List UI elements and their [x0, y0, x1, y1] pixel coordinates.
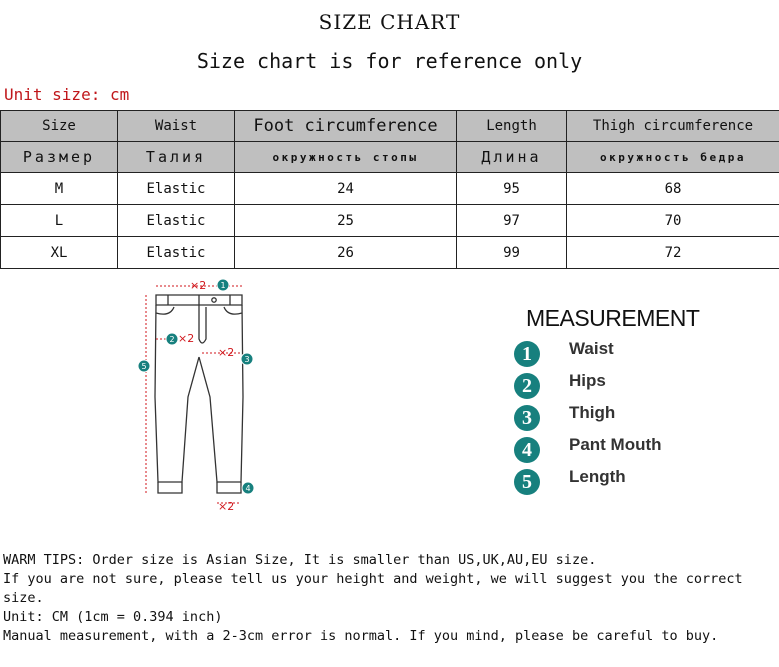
- measurement-item-length: [514, 469, 754, 497]
- measurement-item-waist: [514, 341, 754, 369]
- number-badge: 5: [514, 469, 540, 495]
- measurement-item-pant-mouth: [514, 437, 754, 465]
- badge-4: 4: [245, 484, 251, 493]
- header-thigh-circumference-ru: окружность бедра: [567, 142, 779, 173]
- tip-line: If you are not sure, please tell us your height and weight, we will suggest you the correct size.: [3, 571, 743, 606]
- number-badge: 3: [514, 405, 540, 431]
- cell-size: XL: [1, 237, 118, 269]
- waist-multiplier: ×2: [190, 279, 207, 292]
- measurement-title: MEASUREMENT: [526, 305, 700, 331]
- number-badge: 1: [514, 341, 540, 367]
- header-waist: Waist: [118, 111, 235, 142]
- cell-size: L: [1, 205, 118, 237]
- measurement-label: Length: [569, 467, 626, 486]
- page-title: SIZE CHART: [318, 10, 461, 34]
- tip-line: Unit: CM (1cm = 0.394 inch): [3, 609, 223, 625]
- tip-line: Manual measurement, with a 2-3cm error is normal. If you mind, please be careful to buy.: [3, 628, 719, 644]
- mouth-multiplier: ×2: [218, 500, 235, 513]
- cell-thigh: 70: [567, 205, 779, 237]
- measurement-label: Hips: [569, 371, 606, 390]
- measurement-item-hips: [514, 373, 754, 401]
- cell-size: M: [1, 173, 118, 205]
- pants-diagram: [128, 277, 258, 513]
- number-badge: 4: [514, 437, 540, 463]
- measurement-item-thigh: [514, 405, 754, 433]
- badge-1: 1: [220, 281, 226, 290]
- cell-foot: 24: [235, 173, 457, 205]
- cell-length: 99: [457, 237, 567, 269]
- badge-5: 5: [141, 362, 147, 371]
- cell-waist: Elastic: [118, 237, 235, 269]
- cell-waist: Elastic: [118, 173, 235, 205]
- tip-line: WARM TIPS: Order size is Asian Size, It is smaller than US,UK,AU,EU size.: [3, 552, 597, 568]
- cell-length: 97: [457, 205, 567, 237]
- measurement-label: Waist: [569, 339, 614, 358]
- cell-thigh: 68: [567, 173, 779, 205]
- header-foot-circumference: Foot circumference: [235, 111, 457, 142]
- number-badge: 2: [514, 373, 540, 399]
- warm-tips: [3, 551, 775, 646]
- badge-2: 2: [169, 335, 175, 344]
- unit-note: Unit size: cm: [4, 85, 130, 104]
- header-length-ru: Длина: [457, 142, 567, 173]
- header-length: Length: [457, 111, 567, 142]
- header-foot-circumference-ru: окружность стопы: [235, 142, 457, 173]
- measurement-label: Pant Mouth: [569, 435, 662, 454]
- header-size-ru: Размер: [1, 142, 118, 173]
- thigh-multiplier: ×2: [218, 346, 235, 359]
- header-thigh-circumference: Thigh circumference: [567, 111, 779, 142]
- table-row: [1, 237, 779, 269]
- cell-waist: Elastic: [118, 205, 235, 237]
- cell-thigh: 72: [567, 237, 779, 269]
- measurement-label: Thigh: [569, 403, 616, 422]
- header-waist-ru: Талия: [118, 142, 235, 173]
- table-row: [1, 173, 779, 205]
- header-size: Size: [1, 111, 118, 142]
- cell-foot: 26: [235, 237, 457, 269]
- table-header-en: [1, 111, 779, 142]
- hips-multiplier: ×2: [178, 332, 195, 345]
- badge-3: 3: [244, 355, 250, 364]
- size-table: [0, 110, 779, 269]
- cell-foot: 25: [235, 205, 457, 237]
- page-subtitle: Size chart is for reference only: [196, 49, 583, 73]
- table-row: [1, 205, 779, 237]
- table-header-ru: [1, 142, 779, 173]
- cell-length: 95: [457, 173, 567, 205]
